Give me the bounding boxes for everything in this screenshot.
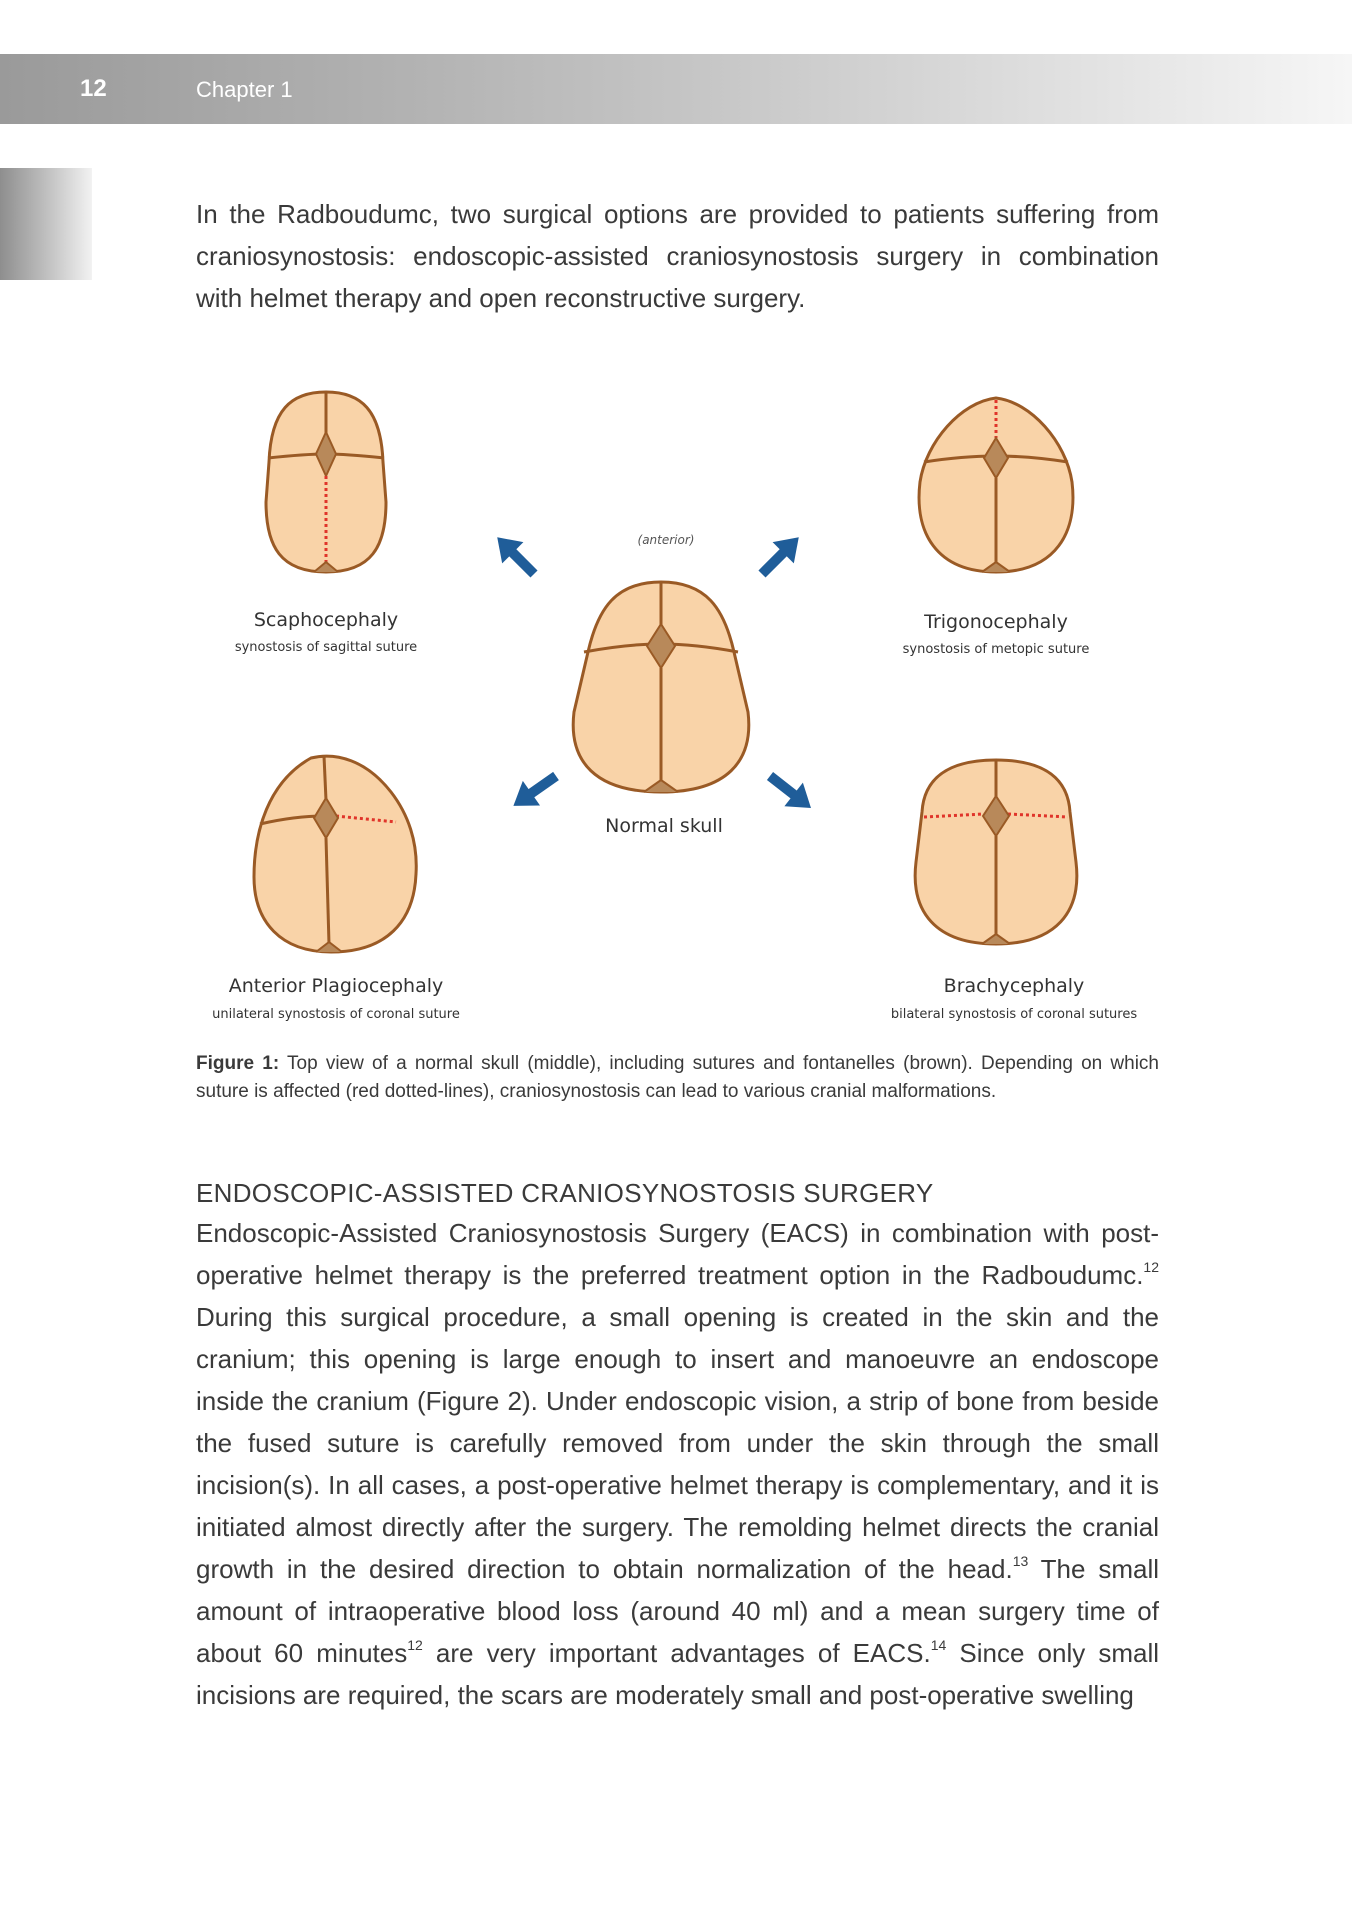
intro-paragraph: In the Radboudumc, two surgical options are provided to patients suffering from craniosynostosis: endoscopic-assisted craniosynostosis surgery in combination with helmet therapy and open reconstructive surgery. — [196, 199, 1159, 313]
page-number: 12 — [80, 75, 107, 102]
normal-skull-label: Normal skull — [605, 815, 723, 837]
chapter-thumb-tab — [0, 168, 92, 280]
brachycephaly-name: Brachycephaly — [943, 975, 1085, 997]
figure-1 — [196, 362, 1181, 1034]
arrow-to-trigonocephaly — [751, 527, 809, 585]
section-text-3: The small amount of intraoperative blood loss (around 40 ml) and a mean surgery time of about 60 minutes — [196, 1554, 1160, 1668]
plagiocephaly-description: unilateral synostosis of coronal suture — [212, 1007, 460, 1022]
figure-caption-label: Figure 1: — [196, 1053, 280, 1074]
section-text-2: During this surgical procedure, a small opening is created in the skin and the cranium; this opening is large enough to insert and manoeuvre an endoscope inside the cranium (Figure 2). Under endoscopic vision, a strip of bone from beside the fused suture is carefully removed from under the skin through the small incision(s). In all cases, a post-operative helmet therapy is complementary, and it is initiated almost directly after the surgery. The remolding helmet directs the cranial growth in the desired direction to obtain normalization of the head. — [196, 1302, 1159, 1584]
scaphocephaly-name: Scaphocephaly — [253, 609, 399, 631]
skull-diagram — [196, 362, 1181, 1034]
trigonocephaly-name: Trigonocephaly — [924, 611, 1068, 633]
chapter-label: Chapter 1 — [196, 77, 293, 102]
scaphocephaly-skull — [266, 392, 386, 572]
scaphocephaly-description: synostosis of sagittal suture — [234, 640, 418, 655]
reference-12: 12 — [1143, 1259, 1159, 1275]
reference-12b: 12 — [407, 1637, 423, 1653]
anterior-plagiocephaly-skull — [254, 756, 416, 952]
reference-13: 13 — [1012, 1553, 1029, 1569]
section-text-5: Since only small incisions are required, the scars are moderately small and post-operative swelling — [196, 1638, 1160, 1710]
normal-skull — [573, 582, 749, 792]
arrow-to-brachycephaly — [761, 764, 820, 820]
trigonocephaly-description: synostosis of metopic suture — [902, 642, 1090, 657]
reference-14: 14 — [930, 1637, 947, 1653]
figure-caption — [196, 1050, 1159, 1106]
brachycephaly-skull — [915, 760, 1077, 944]
plagiocephaly-name: Anterior Plagiocephaly — [228, 975, 444, 997]
figure-caption-text: Top view of a normal skull (middle), including sutures and fontanelles (brown). Depending on which suture is affected (red dotted-lines), craniosynostosis can lead to various cranial malformations. — [196, 1053, 1160, 1102]
anterior-label: (anterior) — [637, 533, 695, 547]
section-text-1: Endoscopic-Assisted Craniosynostosis Surgery (EACS) in combination with post-operative helmet therapy is the preferred treatment option in the Radboudumc. — [196, 1218, 1159, 1290]
section-text-4: are very important advantages of EACS. — [422, 1638, 931, 1668]
arrow-to-plagiocephaly — [505, 764, 565, 818]
trigonocephaly-skull — [919, 398, 1073, 572]
plagiocephaly-outline — [254, 756, 416, 952]
section-paragraph — [196, 1212, 1159, 1716]
section-heading: ENDOSCOPIC-ASSISTED CRANIOSYNOSTOSIS SURGERY — [196, 1178, 934, 1208]
plagiocephaly-metopic-suture — [324, 756, 326, 800]
arrow-to-scaphocephaly — [487, 527, 545, 585]
brachycephaly-description: bilateral synostosis of coronal sutures — [890, 1007, 1138, 1022]
